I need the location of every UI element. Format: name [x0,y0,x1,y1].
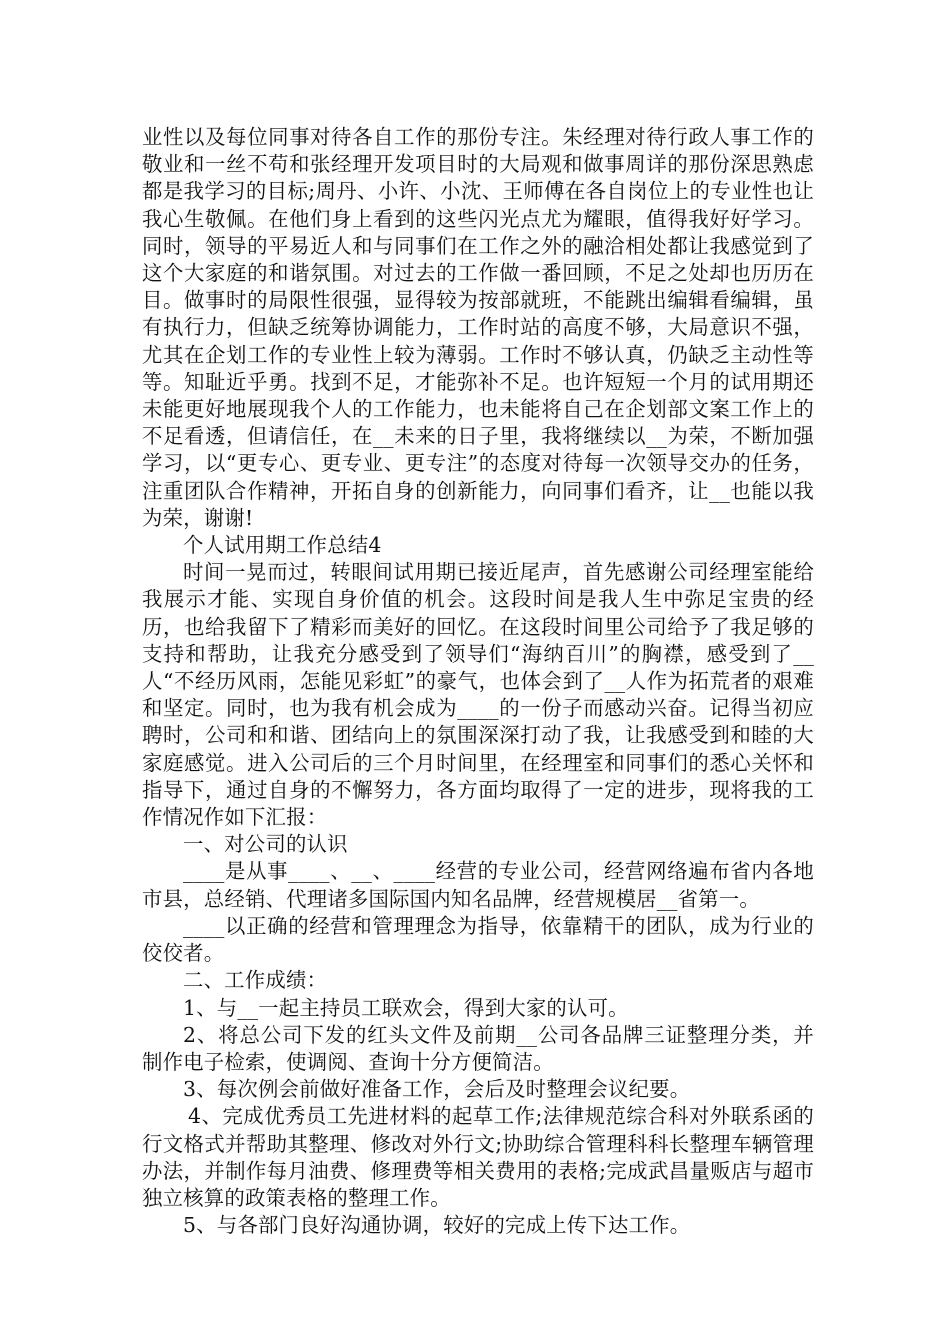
section-heading-summary-4: 个人试用期工作总结4 [183,533,382,558]
paragraph-continuation: 业性以及每位同事对待各自工作的那份专注。朱经理对待行政人事工作的敬业和一丝不苟和张经理开发项目时的大局观和做事周详的那份深思熟虑都是我学习的目标;周丹、小许、小沈、王师傅在各自岗位上的专业性也让我心生敬佩。在他们身上看到的这些闪光点尤为耀眼，值得我好好学习。同时，领导的平易近人和与同事们在工作之外的融洽相处都让我感觉到了这个大家庭的和谐氛围。对过去的工作做一番回顾，不足之处却也历历在目。做事时的局限性很强，显得较为按部就班，不能跳出编辑看编辑，虽有执行力，但缺乏统筹协调能力，工作时站的高度不够，大局意识不强，尤其在企划工作的专业性上较为薄弱。工作时不够认真，仍缺乏主动性等等。知耻近乎勇。找到不足，才能弥补不足。也许短短一个月的试用期还未能更好地展现我个人的工作能力，也未能将自己在企划部文案工作上的不足看透，但请信任，在__未来的日子里，我将继续以__为荣，不断加强学习，以“更专心、更专业、更专注”的态度对待每一次领导交办的任务，注重团队合作精神，开拓自身的创新能力，向同事们看齐，让__也能以我为荣，谢谢! [142,125,814,530]
paragraph-company-2: ____以正确的经营和管理理念为指导，依靠精干的团队，成为行业的佼佼者。 [142,913,814,966]
paragraph-company-1: ____是从事____、__、____经营的专业公司，经营网络遍布省内各地市县，总经销、代理诸多国际国内知名品牌，经营规模居__省第一。 [142,859,814,911]
list-item-2: 2、将总公司下发的红头文件及前期__公司各品牌三证整理分类，并制作电子检索，使调阅、查询十分方便简洁。 [142,1022,814,1074]
list-item-3: 3、每次例会前做好准备工作，会后及时整理会议纪要。 [183,1077,691,1102]
paragraph-intro: 时间一晃而过，转眼间试用期已接近尾声，首先感谢公司经理室能给我展示才能、实现自身价值的机会。这段时间是我人生中弥足宝贵的经历，也给我留下了精彩而美好的回忆。在这段时间里公司给予了我足够的支持和帮助，让我充分感受到了领导们“海纳百川”的胸襟，感受到了__人“不经历风雨，怎能见彩虹”的豪气，也体会到了__人作为拓荒者的艰难和坚定。同时，也为我有机会成为____的一份子而感动兴奋。记得当初应聘时，公司和和谐、团结向上的氛围深深打动了我，让我感受到和睦的大家庭感觉。进入公司后的三个月时间里，在经理室和同事们的悉心关怀和指导下，通过自身的不懈努力，各方面均取得了一定的进步，现将我的工作情况作如下汇报： [142,560,814,830]
list-item-4: 4、完成优秀员工先进材料的起草工作;法律规范综合科对外联系函的行文格式并帮助其整理、修改对外行文;协助综合管理科科长整理车辆管理办法，并制作每月油费、修理费等相关费用的表格;完成武昌量贩店与超市独立核算的政策表格的整理工作。 [142,1104,814,1210]
document-page [142,124,814,1239]
section-heading-achievements: 二、工作成绩： [183,968,328,993]
list-item-5: 5、与各部门良好沟通协调，较好的完成上传下达工作。 [183,1213,691,1238]
list-item-1: 1、与__一起主持员工联欢会，得到大家的认可。 [183,995,629,1020]
section-heading-company: 一、对公司的认识 [183,832,348,857]
